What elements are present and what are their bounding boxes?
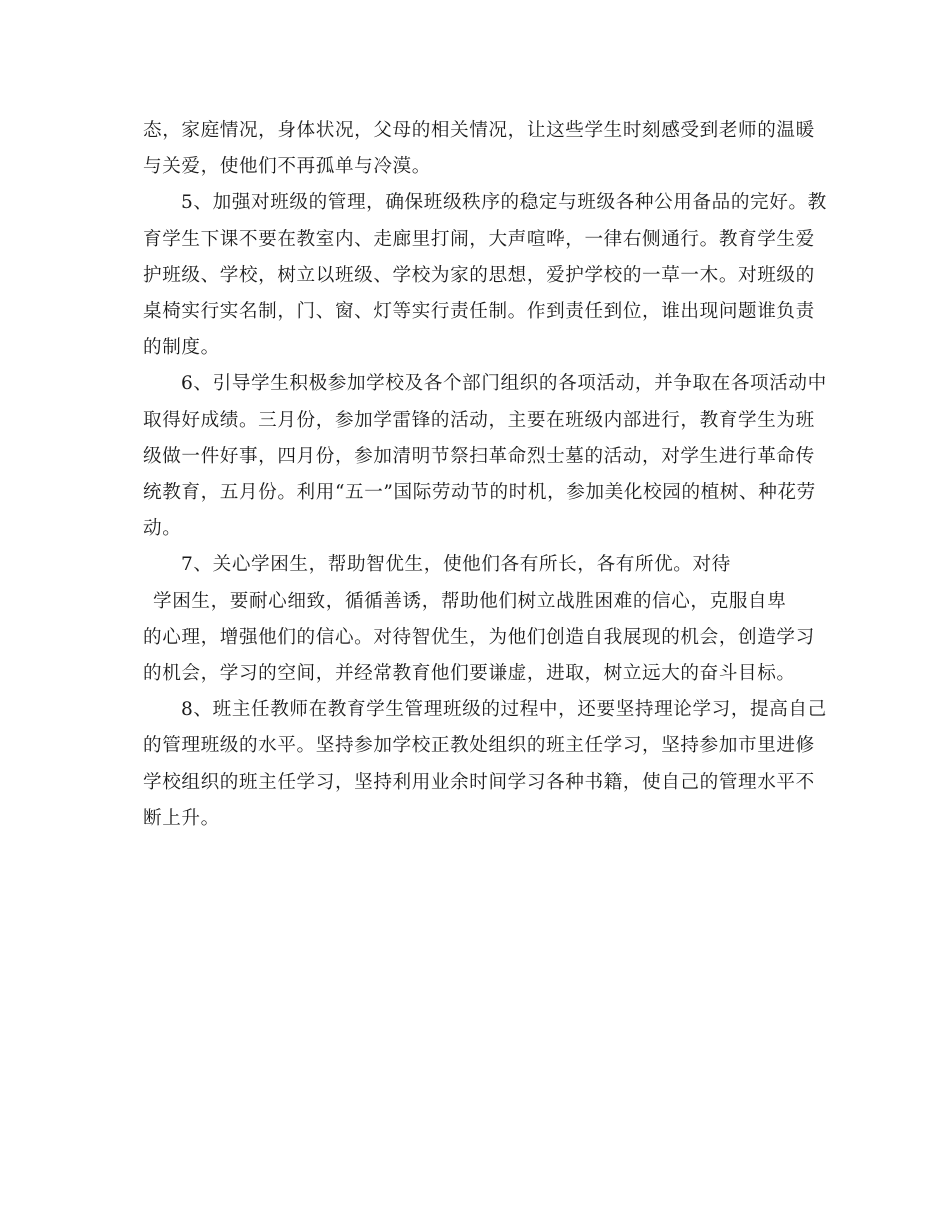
paragraph-item-6 — [143, 366, 827, 547]
text-line: 的心理，增强他们的信心。对待智优生，为他们创造自我展现的机会，创造学习 — [143, 626, 815, 648]
text-line: 的机会，学习的空间，并经常教育他们要谦虚，进取，树立远大的奋斗目标。 — [143, 663, 796, 685]
paragraph-continued — [143, 113, 815, 185]
text-line: 7、关心学困生，帮助智优生，使他们各有所长，各有所优。对待 — [181, 554, 731, 576]
paragraph-item-7 — [143, 547, 805, 583]
text-line: 的管理班级的水平。坚持参加学校正教处组织的班主任学习，坚持参加市里进修 — [143, 735, 815, 757]
paragraph-item-8 — [143, 692, 827, 837]
text-line: 5、加强对班级的管理，确保班级秩序的稳定与班级各种公用备品的完好。教 — [181, 192, 827, 214]
text-line: 与关爱，使他们不再孤单与冷漠。 — [143, 156, 431, 178]
text-line: 8、班主任教师在教育学生管理班级的过程中，还要坚持理论学习，提高自己 — [181, 699, 827, 721]
text-line: 统教育，五月份。利用“五一”国际劳动节的时机，参加美化校园的植树、种花劳 — [143, 482, 816, 504]
text-line: 桌椅实行实名制，门、窗、灯等实行责任制。作到责任到位，谁出现问题谁负责 — [143, 301, 815, 323]
text-line: 学困生，要耐心细致，循循善诱，帮助他们树立战胜困难的信心，克服自卑 — [153, 590, 787, 612]
text-line: 取得好成绩。三月份，参加学雷锋的活动，主要在班级内部进行，教育学生为班 — [143, 409, 815, 431]
text-line: 学校组织的班主任学习，坚持利用业余时间学习各种书籍，使自己的管理水平不 — [143, 771, 815, 793]
text-line: 护班级、学校，树立以班级、学校为家的思想，爱护学校的一草一木。对班级的 — [143, 264, 815, 286]
paragraph-item-5 — [143, 185, 827, 366]
text-line: 态，家庭情况，身体状况，父母的相关情况，让这些学生时刻感受到老师的温暖 — [143, 120, 815, 141]
document-body — [143, 113, 827, 837]
paragraph-item-7-continued — [143, 584, 815, 693]
text-line: 断上升。 — [143, 807, 220, 829]
text-line: 的制度。 — [143, 337, 220, 359]
text-line: 育学生下课不要在教室内、走廊里打闹，大声喧哗，一律右侧通行。教育学生爱 — [143, 228, 815, 250]
text-line: 级做一件好事，四月份，参加清明节祭扫革命烈士墓的活动，对学生进行革命传 — [143, 445, 815, 467]
text-line: 动。 — [143, 518, 182, 540]
text-line: 6、引导学生积极参加学校及各个部门组织的各项活动，并争取在各项活动中 — [181, 373, 827, 395]
